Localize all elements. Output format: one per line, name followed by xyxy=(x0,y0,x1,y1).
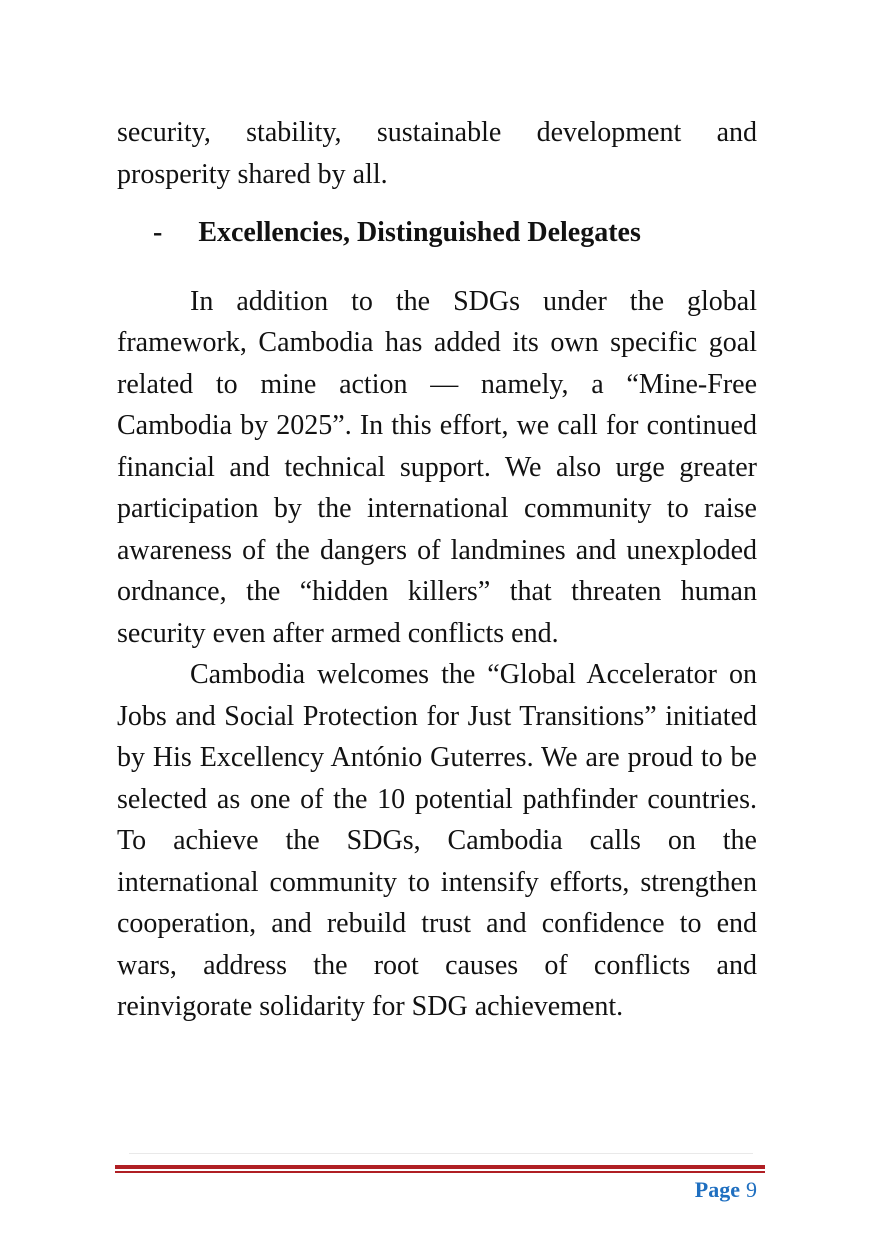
page-body xyxy=(117,112,757,1028)
heading-label: Excellencies, Distinguished Delegates xyxy=(198,217,641,248)
page-number-label: Page xyxy=(694,1177,740,1202)
continuation-paragraph: security, stability, sustainable development and prosperity shared by all. xyxy=(117,117,757,190)
footer-hairline xyxy=(129,1153,753,1154)
page-number-value: 9 xyxy=(746,1177,757,1202)
section-heading xyxy=(117,212,757,254)
mine-action-paragraph: In addition to the SDGs under the global framework, Cambodia has added its own specific goal related to mine action — namely, a “Mine-Free Cambodia by 2025”. In this effort, we call for continued financial and technical support. We also urge greater participation by the international community to raise awareness of the dangers of landmines and unexploded ordnance, the “hidden killers” that threaten human security even after armed conflicts end. xyxy=(117,285,757,649)
heading-dash-marker: - xyxy=(153,217,163,248)
footer-rule-thick xyxy=(115,1165,765,1169)
footer-double-rule xyxy=(115,1165,765,1173)
footer-rule-thin xyxy=(115,1171,765,1173)
page-number xyxy=(695,1177,757,1203)
global-accelerator-paragraph: Cambodia welcomes the “Global Accelerator on Jobs and Social Protection for Just Transitions” initiated by His Excellency António Guterres. We are proud to be selected as one of the 10 potential pathfinder countries. To achieve the SDGs, Cambodia calls on the international community to intensify efforts, strengthen cooperation, and rebuild trust and confidence to end wars, address the root causes of conflicts and reinvigorate solidarity for SDG achievement. xyxy=(117,659,757,1022)
